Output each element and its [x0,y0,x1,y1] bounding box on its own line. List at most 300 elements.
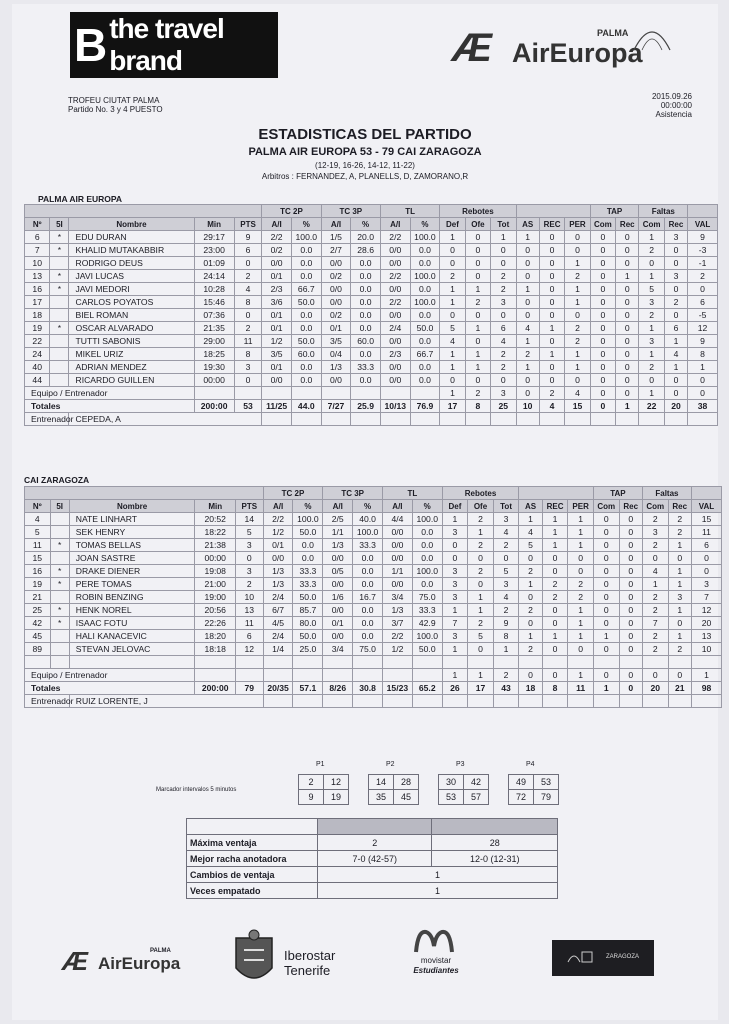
stat-cell: * [50,604,69,617]
stat-cell: * [50,617,69,630]
stat-cell: 1 [639,270,664,283]
stat-cell: 01:09 [194,257,234,270]
stat-cell: -3 [688,244,718,257]
total-cell: 8 [465,400,490,413]
stat-cell: 2 [468,539,494,552]
player-name: MIKEL URIZ [69,348,194,361]
stat-cell: 1 [442,604,468,617]
stat-cell: 1/3 [323,539,353,552]
summary-value-away: 28 [432,835,558,851]
stat-cell: 2 [688,270,718,283]
stat-cell: 0 [616,322,639,335]
stat-cell: 0.0 [291,374,321,387]
total-cell: 18 [519,682,542,695]
stat-cell: 3 [668,591,691,604]
stat-cell: 11 [25,539,51,552]
stat-cell: 0 [619,539,642,552]
stat-cell: 2 [493,669,519,682]
stat-cell: 0 [619,578,642,591]
player-row [25,361,718,374]
stat-cell: 1/3 [263,578,293,591]
empty-cell [195,669,235,682]
column-header: A/I [263,500,293,513]
group-header: TL [383,487,443,500]
stat-cell: 0 [491,309,516,322]
column-header-row [25,500,722,513]
stat-cell: 0/0 [380,335,410,348]
stat-cell: 4 [664,348,687,361]
empty-cell [642,695,668,708]
empty-cell [542,656,568,669]
stat-cell: 0.0 [410,257,440,270]
match-meta [612,92,692,119]
player-name: TUTTI SABONIS [69,335,194,348]
stat-cell: 0 [542,565,568,578]
stat-cell: 13 [25,270,50,283]
stat-cell: 1 [516,335,539,348]
period-row [509,790,559,805]
stat-cell: 66.7 [410,348,440,361]
stat-cell: 0/1 [321,322,351,335]
stats-sheet [12,4,718,1020]
stat-cell: 0 [642,552,668,565]
ae-name: AirEuropa [512,38,643,68]
stat-cell: 11 [235,617,263,630]
stat-cell: 00:00 [195,552,235,565]
empty-cell [565,413,590,426]
stat-cell: 0/0 [380,283,410,296]
stat-cell: 2/5 [323,513,353,526]
stat-cell: 100.0 [410,270,440,283]
stat-cell: -1 [688,257,718,270]
stat-cell: 3 [639,296,664,309]
team-label-away: CAI ZARAGOZA [24,475,90,485]
period-row [299,790,349,805]
stat-cell: 0 [616,283,639,296]
stat-cell: 0 [593,539,619,552]
empty-cell [442,695,468,708]
stat-cell: 2 [468,513,494,526]
total-cell: 25 [491,400,516,413]
stat-cell [50,630,69,643]
column-header: % [291,218,321,231]
stat-cell: 0 [668,552,691,565]
stat-cell: 3 [493,578,519,591]
stat-cell: 89 [25,643,51,656]
stat-cell: 0.0 [410,374,440,387]
stat-cell: 2 [639,244,664,257]
stat-cell: 44 [25,374,50,387]
stat-cell: 0 [465,257,490,270]
stat-cell: 25.0 [293,643,323,656]
empty-cell [590,413,615,426]
player-name: JOAN SASTRE [69,552,195,565]
empty-cell [351,413,381,426]
stat-cell: 2 [465,296,490,309]
column-header: % [412,500,442,513]
stat-cell: 6 [235,630,263,643]
stat-cell: 15:46 [194,296,234,309]
stat-cell [50,374,69,387]
stat-cell: 6 [25,231,50,244]
header-blank [25,487,264,500]
stat-cell: 11 [691,526,721,539]
stat-cell: 0 [539,309,564,322]
period-score: 72 [509,790,534,805]
player-row [25,348,718,361]
stat-cell: 18:25 [194,348,234,361]
footer-zaragoza-logo [552,940,654,976]
stat-cell: 0 [619,552,642,565]
stat-cell: 2 [542,591,568,604]
empty-cell [380,413,410,426]
stat-cell: 0 [590,257,615,270]
empty-cell [465,413,490,426]
stat-cell: 2 [491,283,516,296]
stat-cell: 0 [616,335,639,348]
brand-mark: B [74,19,108,71]
stat-cell: 3/5 [262,348,292,361]
stat-cell [50,361,69,374]
stat-cell: 42 [25,617,51,630]
stat-cell: 0 [519,552,542,565]
stat-cell: 100.0 [410,296,440,309]
stat-cell: 16.7 [353,591,383,604]
total-cell: 0 [590,400,615,413]
empty-cell [293,669,323,682]
column-header: Nº [25,500,51,513]
stat-cell: 1 [668,630,691,643]
stat-cell: 20 [691,617,721,630]
stat-cell: 0.0 [293,539,323,552]
stat-cell: 8 [688,348,718,361]
stat-cell: 1 [442,669,468,682]
attendance-label: Asistencia [655,110,692,119]
period-box [368,774,419,805]
stat-cell: 0 [519,591,542,604]
empty-cell [321,413,351,426]
stat-cell: 1 [565,296,590,309]
column-header: 5I [50,500,69,513]
stat-cell: 0 [442,552,468,565]
stat-cell: 100.0 [293,513,323,526]
period-score: 57 [464,790,489,805]
stat-cell: 0 [440,244,465,257]
empty-cell [688,413,718,426]
header-blank [516,205,590,218]
header-blank [25,205,262,218]
stat-cell: 0 [440,257,465,270]
stat-cell: 2/2 [380,270,410,283]
stat-cell: 2 [668,513,691,526]
stat-cell: 4 [565,387,590,400]
empty-cell [639,413,664,426]
stat-cell: 3 [664,270,687,283]
stat-cell: 1 [568,604,594,617]
total-cell: 25.9 [351,400,381,413]
stat-cell: 8 [493,630,519,643]
stat-cell: 4 [491,335,516,348]
stat-cell: 2/2 [380,231,410,244]
column-header: % [353,500,383,513]
stat-cell [50,309,69,322]
period-score: 49 [509,775,534,790]
total-cell: 26 [442,682,468,695]
group-header-row [25,205,718,218]
stat-cell: 0 [465,270,490,283]
stat-cell: 19 [25,578,51,591]
stat-cell: 1 [516,231,539,244]
stat-cell: 7 [25,244,50,257]
stat-cell: 1 [542,513,568,526]
stat-cell: 0/0 [262,374,292,387]
stat-cell: 2 [568,591,594,604]
empty-cell [519,656,542,669]
player-name: RICARDO GUILLEN [69,374,194,387]
stat-cell: 2 [642,591,668,604]
stat-cell: 8 [234,348,262,361]
stat-cell: 0.0 [410,335,440,348]
stat-cell: 0.0 [412,539,442,552]
empty-cell [642,656,668,669]
stat-cell: 0/2 [321,270,351,283]
total-cell: 20 [664,400,687,413]
stat-cell: 3/5 [321,335,351,348]
stat-cell: 0 [516,387,539,400]
stat-cell: 2 [519,565,542,578]
score-line: PALMA AIR EUROPA 53 - 79 CAI ZARAGOZA [248,146,482,158]
stat-cell: 0 [619,513,642,526]
stat-cell: * [50,578,69,591]
stat-cell: 1/1 [323,526,353,539]
summary-row [187,851,558,867]
stat-cell: 75.0 [353,643,383,656]
total-cell: 0 [619,682,642,695]
stat-cell: 0 [619,630,642,643]
team-stats-home [24,204,718,426]
stat-cell: 2/7 [321,244,351,257]
stat-cell: * [50,244,69,257]
empty-cell [542,695,568,708]
summary-value: 1 [318,867,558,883]
column-header: Rec [619,500,642,513]
summary-value-home: 7-0 (42-57) [318,851,432,867]
stat-cell: 0 [519,617,542,630]
period-box [438,774,489,805]
column-header: Def [442,500,468,513]
empty-cell [493,656,519,669]
group-header: TAP [593,487,642,500]
stat-cell: 50.0 [410,322,440,335]
stat-cell: 18:18 [195,643,235,656]
total-cell: 200:00 [194,400,234,413]
player-row [25,244,718,257]
stat-cell: 3 [664,231,687,244]
empty-cell [291,387,321,400]
stat-cell: 40.0 [353,513,383,526]
group-header: Rebotes [440,205,516,218]
stat-cell: 0 [619,643,642,656]
column-header: Rec [664,218,687,231]
stat-cell: 12 [688,322,718,335]
column-header: VAL [688,218,718,231]
stat-cell: 16 [25,283,50,296]
stat-cell: 9 [234,231,262,244]
stat-cell: 1/2 [262,335,292,348]
stat-cell: 0.0 [410,309,440,322]
totals-row [25,682,722,695]
stat-cell: 1 [664,361,687,374]
empty-cell [539,413,564,426]
period-box [298,774,349,805]
period-score: 53 [534,775,559,790]
stat-cell: 0 [568,643,594,656]
column-header: Tot [491,218,516,231]
column-header: REC [542,500,568,513]
stat-cell: 1/3 [263,565,293,578]
stat-cell: 0 [590,374,615,387]
stat-cell: 0/0 [380,244,410,257]
column-header: Com [590,218,615,231]
stat-cell: 4/5 [263,617,293,630]
stat-cell: 45 [25,630,51,643]
stat-cell: 0 [565,374,590,387]
stat-cell: 1 [568,513,594,526]
stat-cell: 0/2 [321,309,351,322]
air-europa-logo [452,18,682,80]
stat-cell: 0 [616,374,639,387]
brand-name: the travel brand [109,13,224,76]
column-header-row [25,218,718,231]
column-header: Min [194,218,234,231]
stat-cell: 2 [668,526,691,539]
stat-cell [50,643,69,656]
player-row [25,513,722,526]
summary-row [187,835,558,851]
header-blank [688,205,718,218]
stat-cell: 18 [25,309,50,322]
stat-cell: 0.0 [351,296,381,309]
stat-cell: 1 [568,630,594,643]
stat-cell: 1 [468,591,494,604]
stat-cell: 1 [468,669,494,682]
total-cell: 20/35 [263,682,293,695]
stat-cell: 6 [688,296,718,309]
stat-cell: 4 [493,526,519,539]
stat-cell: 0 [616,348,639,361]
stat-cell: 0 [668,669,691,682]
period-score: 35 [369,790,394,805]
stat-cell: 1 [491,231,516,244]
stat-cell: 0 [465,335,490,348]
equipo-row [25,669,722,682]
stat-cell: 5 [468,630,494,643]
stat-cell: 50.0 [293,591,323,604]
column-header: A/I [383,500,413,513]
stat-cell: 10 [235,591,263,604]
stat-cell: 0 [642,669,668,682]
group-header: TL [380,205,439,218]
stat-cell: 1 [542,539,568,552]
stat-cell: 60.0 [351,335,381,348]
total-cell: 200:00 [195,682,235,695]
period-row [509,775,559,790]
stat-cell: 2 [642,630,668,643]
player-row [25,335,718,348]
stat-cell: 0 [542,643,568,656]
summary-header-blank [187,819,318,835]
stat-cell: 7 [442,617,468,630]
stat-cell: 0 [234,257,262,270]
stat-cell: 2 [516,348,539,361]
stat-cell: * [50,539,69,552]
stat-cell: 0 [465,244,490,257]
iberostar-text [284,948,335,978]
footer-ae-mark: Æ [62,946,88,976]
stat-cell: 33.3 [353,539,383,552]
stat-cell: 1 [668,539,691,552]
period-score: 2 [299,775,324,790]
stat-cell: 0 [616,257,639,270]
stat-cell: 0.0 [410,244,440,257]
summary-value: 1 [318,883,558,899]
stat-cell: 1/2 [263,526,293,539]
stat-cell: 0.0 [351,257,381,270]
stat-cell: 0.0 [353,565,383,578]
group-header-row [25,487,722,500]
stat-cell: 3 [235,539,263,552]
stat-cell: 19 [25,322,50,335]
stat-cell: 0 [542,552,568,565]
column-header: % [351,218,381,231]
stat-cell: 3 [642,526,668,539]
stat-cell: 2 [565,322,590,335]
empty-cell [69,656,195,669]
stat-cell: 3 [639,335,664,348]
stat-cell: 0.0 [351,283,381,296]
stat-cell: 14 [235,513,263,526]
empty-cell [593,656,619,669]
stat-cell: 4 [440,335,465,348]
stat-cell: 0 [688,387,718,400]
stat-cell: 0 [516,296,539,309]
stat-cell: 50.0 [291,335,321,348]
stat-cell: 28.6 [351,244,381,257]
stat-cell: 85.7 [293,604,323,617]
column-header: AS [516,218,539,231]
player-row [25,270,718,283]
stat-cell: 1 [642,578,668,591]
stat-cell: 1/4 [263,643,293,656]
player-name: RODRIGO DEUS [69,257,194,270]
stat-cell: 0 [639,257,664,270]
player-row [25,322,718,335]
player-row [25,374,718,387]
stat-cell: 1 [668,604,691,617]
empty-cell [323,669,353,682]
summary-row [187,867,558,883]
stat-cell: 0 [688,374,718,387]
ae-palma: PALMA [597,28,629,38]
column-header: % [410,218,440,231]
empty-cell [263,669,293,682]
player-name: ADRIAN MENDEZ [69,361,194,374]
stat-cell: 0 [468,578,494,591]
total-cell: 21 [668,682,691,695]
stat-cell: 5 [493,565,519,578]
stat-cell: 0 [616,309,639,322]
stat-cell: 0 [539,296,564,309]
